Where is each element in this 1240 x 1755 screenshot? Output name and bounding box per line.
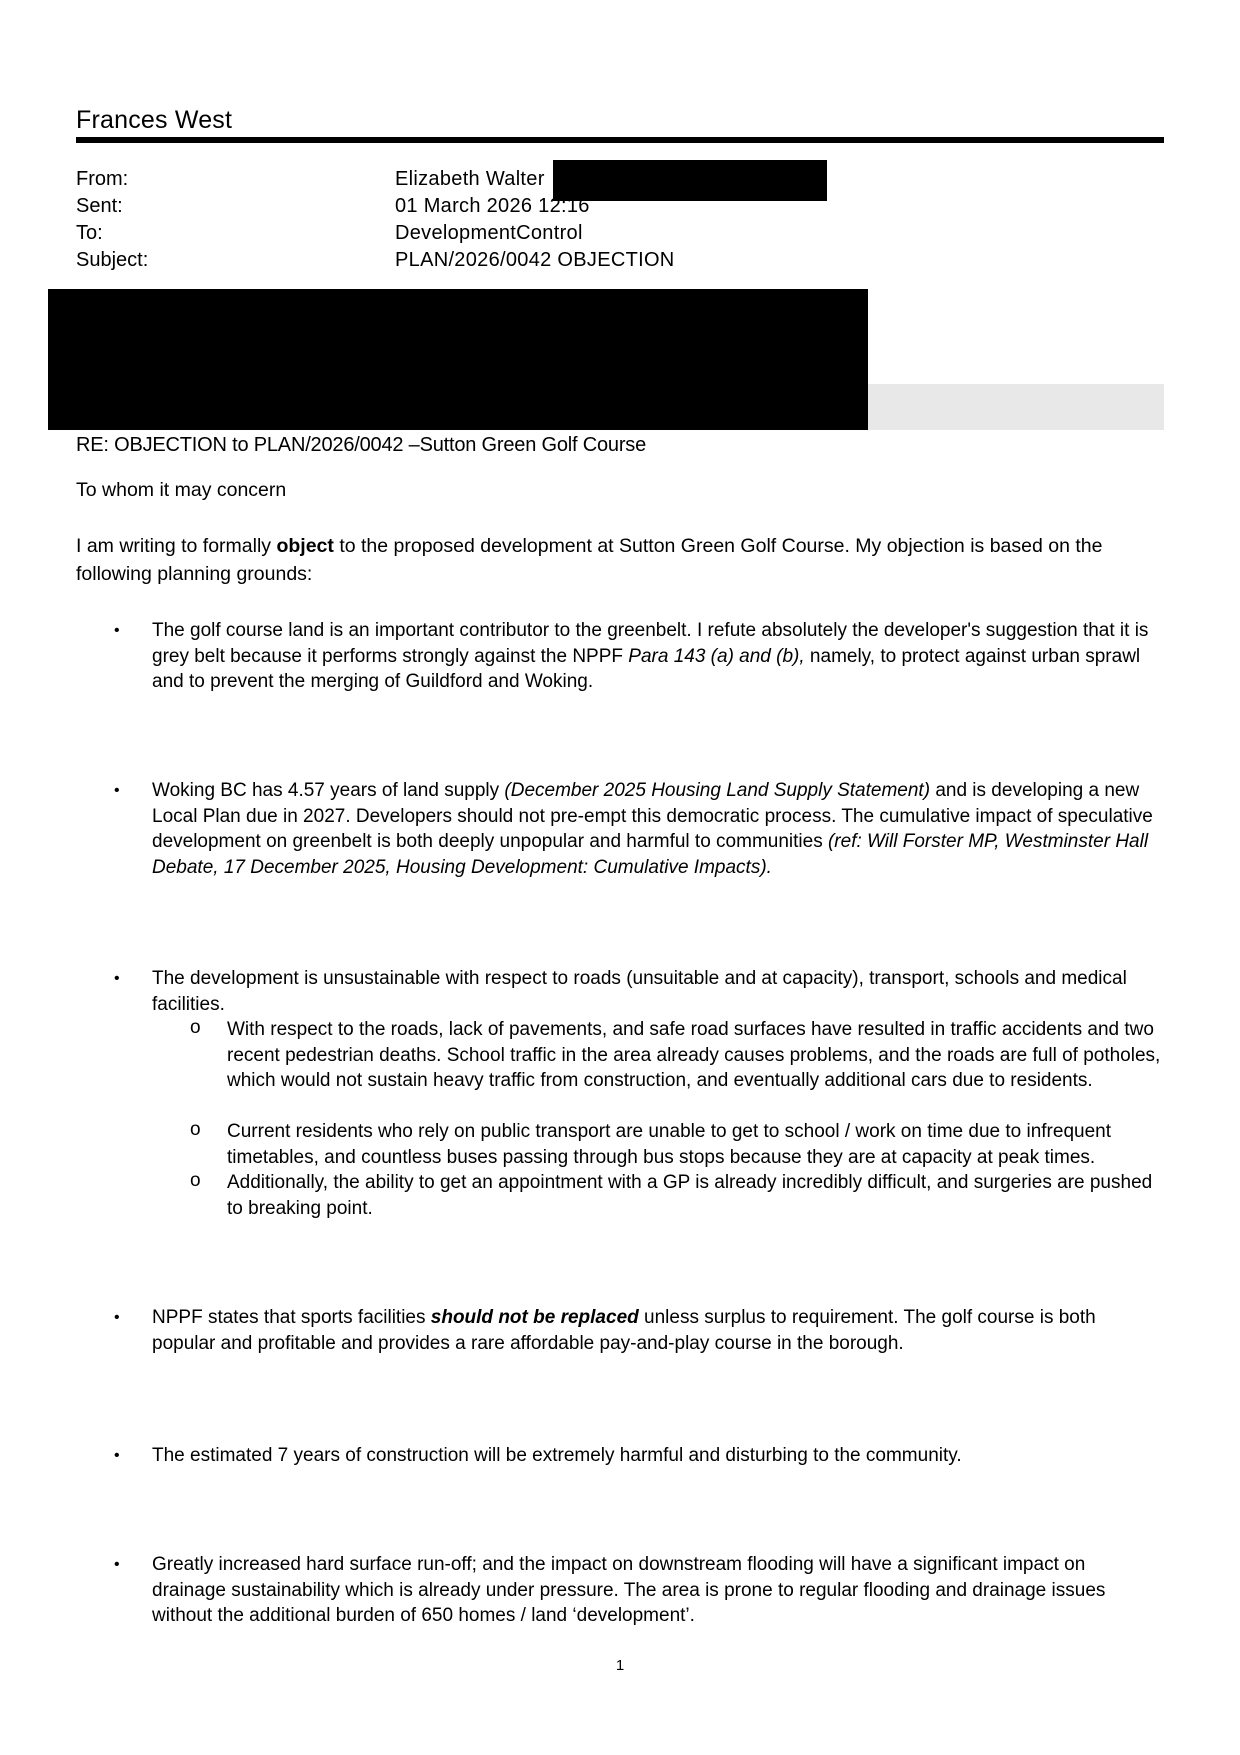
bullet-land-supply: Woking BC has 4.57 years of land supply (December 2025 Housing Land Supply Statement) and is developing a new Local Plan due in 2027. Developers should not pre-empt this democratic process. The cumulative impact of speculative development on greenbelt is both deeply unpopular and harmful to communities (ref: Will Forster MP, Westminster Hall Debate, 17 December 2025, Housing Development: Cumulative Impacts). (152, 780, 1153, 878)
from-label: From: (76, 168, 129, 190)
greeting: To whom it may concern (76, 479, 287, 501)
bullet-greenbelt: The golf course land is an important contributor to the greenbelt. I refute absolutely the developer's suggestion that it is grey belt because it performs strongly against the NPPF Para 143 (a) and (b), namely, to protect against urban sprawl and to prevent the merging of Guildford and Woking. (152, 620, 1149, 692)
sub-bullet-roads: With respect to the roads, lack of pavements, and safe road surfaces have resulted in traffic accidents and two recent pedestrian deaths. School traffic in the area already causes problems, and the roads are full of potholes, which would not sustain heavy traffic from construction, and eventually additional cars due to residents. (227, 1019, 1161, 1091)
bullet-construction: The estimated 7 years of construction will be extremely harmful and disturbing to the community. (152, 1445, 962, 1466)
sub-bullet-marker: o (190, 1170, 201, 1191)
sub-bullet-gp: Additionally, the ability to get an appointment with a GP is already incredibly difficult, and surgeries are pushed to breaking point. (227, 1172, 1153, 1219)
sub-bullet-transport: Current residents who rely on public transport are unable to get to school / work on time due to infrequent timetables, and countless buses passing through bus stops because they are at capacity at peak times. (227, 1121, 1111, 1168)
sub-bullet-marker: o (190, 1017, 201, 1038)
to-value: DevelopmentControl (395, 222, 583, 244)
bullet-unsustainable: The development is unsustainable with respect to roads (unsuitable and at capacity), transport, schools and medical facilities. (152, 968, 1127, 1015)
redaction-email (553, 160, 827, 201)
subject-label: Subject: (76, 249, 149, 271)
bullet-marker: • (114, 622, 120, 639)
page-number: 1 (615, 1657, 625, 1674)
subject-value: PLAN/2026/0042 OBJECTION (395, 249, 675, 271)
bullet-marker: • (114, 1447, 120, 1464)
bullet-marker: • (114, 970, 120, 987)
intro-paragraph: I am writing to formally object to the proposed development at Sutton Green Golf Course. My objection is based on the following planning grounds: (76, 535, 1103, 585)
bullet-marker: • (114, 1556, 120, 1573)
re-line: RE: OBJECTION to PLAN/2026/0042 –Sutton Green Golf Course (76, 434, 646, 456)
to-label: To: (76, 222, 103, 244)
bullet-sports-facilities: NPPF states that sports facilities should not be replaced unless surplus to requirement. The golf course is both popular and profitable and provides a rare affordable pay-and-play course in the borough. (152, 1307, 1096, 1354)
sender-name: Frances West (76, 106, 233, 134)
bullet-marker: • (114, 782, 120, 799)
bullet-flooding: Greatly increased hard surface run-off; and the impact on downstream flooding will have a significant impact on drainage sustainability which is already under pressure. The area is prone to regular flooding and drainage issues without the additional burden of 650 homes / land ‘development’. (152, 1554, 1106, 1626)
redaction-block (48, 289, 868, 430)
sent-label: Sent: (76, 195, 123, 217)
from-value: Elizabeth Walter (395, 168, 545, 190)
header-divider (76, 137, 1164, 143)
sub-bullet-marker: o (190, 1119, 201, 1140)
bullet-marker: • (114, 1309, 120, 1326)
sent-value: 01 March 2026 12:16 (395, 195, 590, 217)
